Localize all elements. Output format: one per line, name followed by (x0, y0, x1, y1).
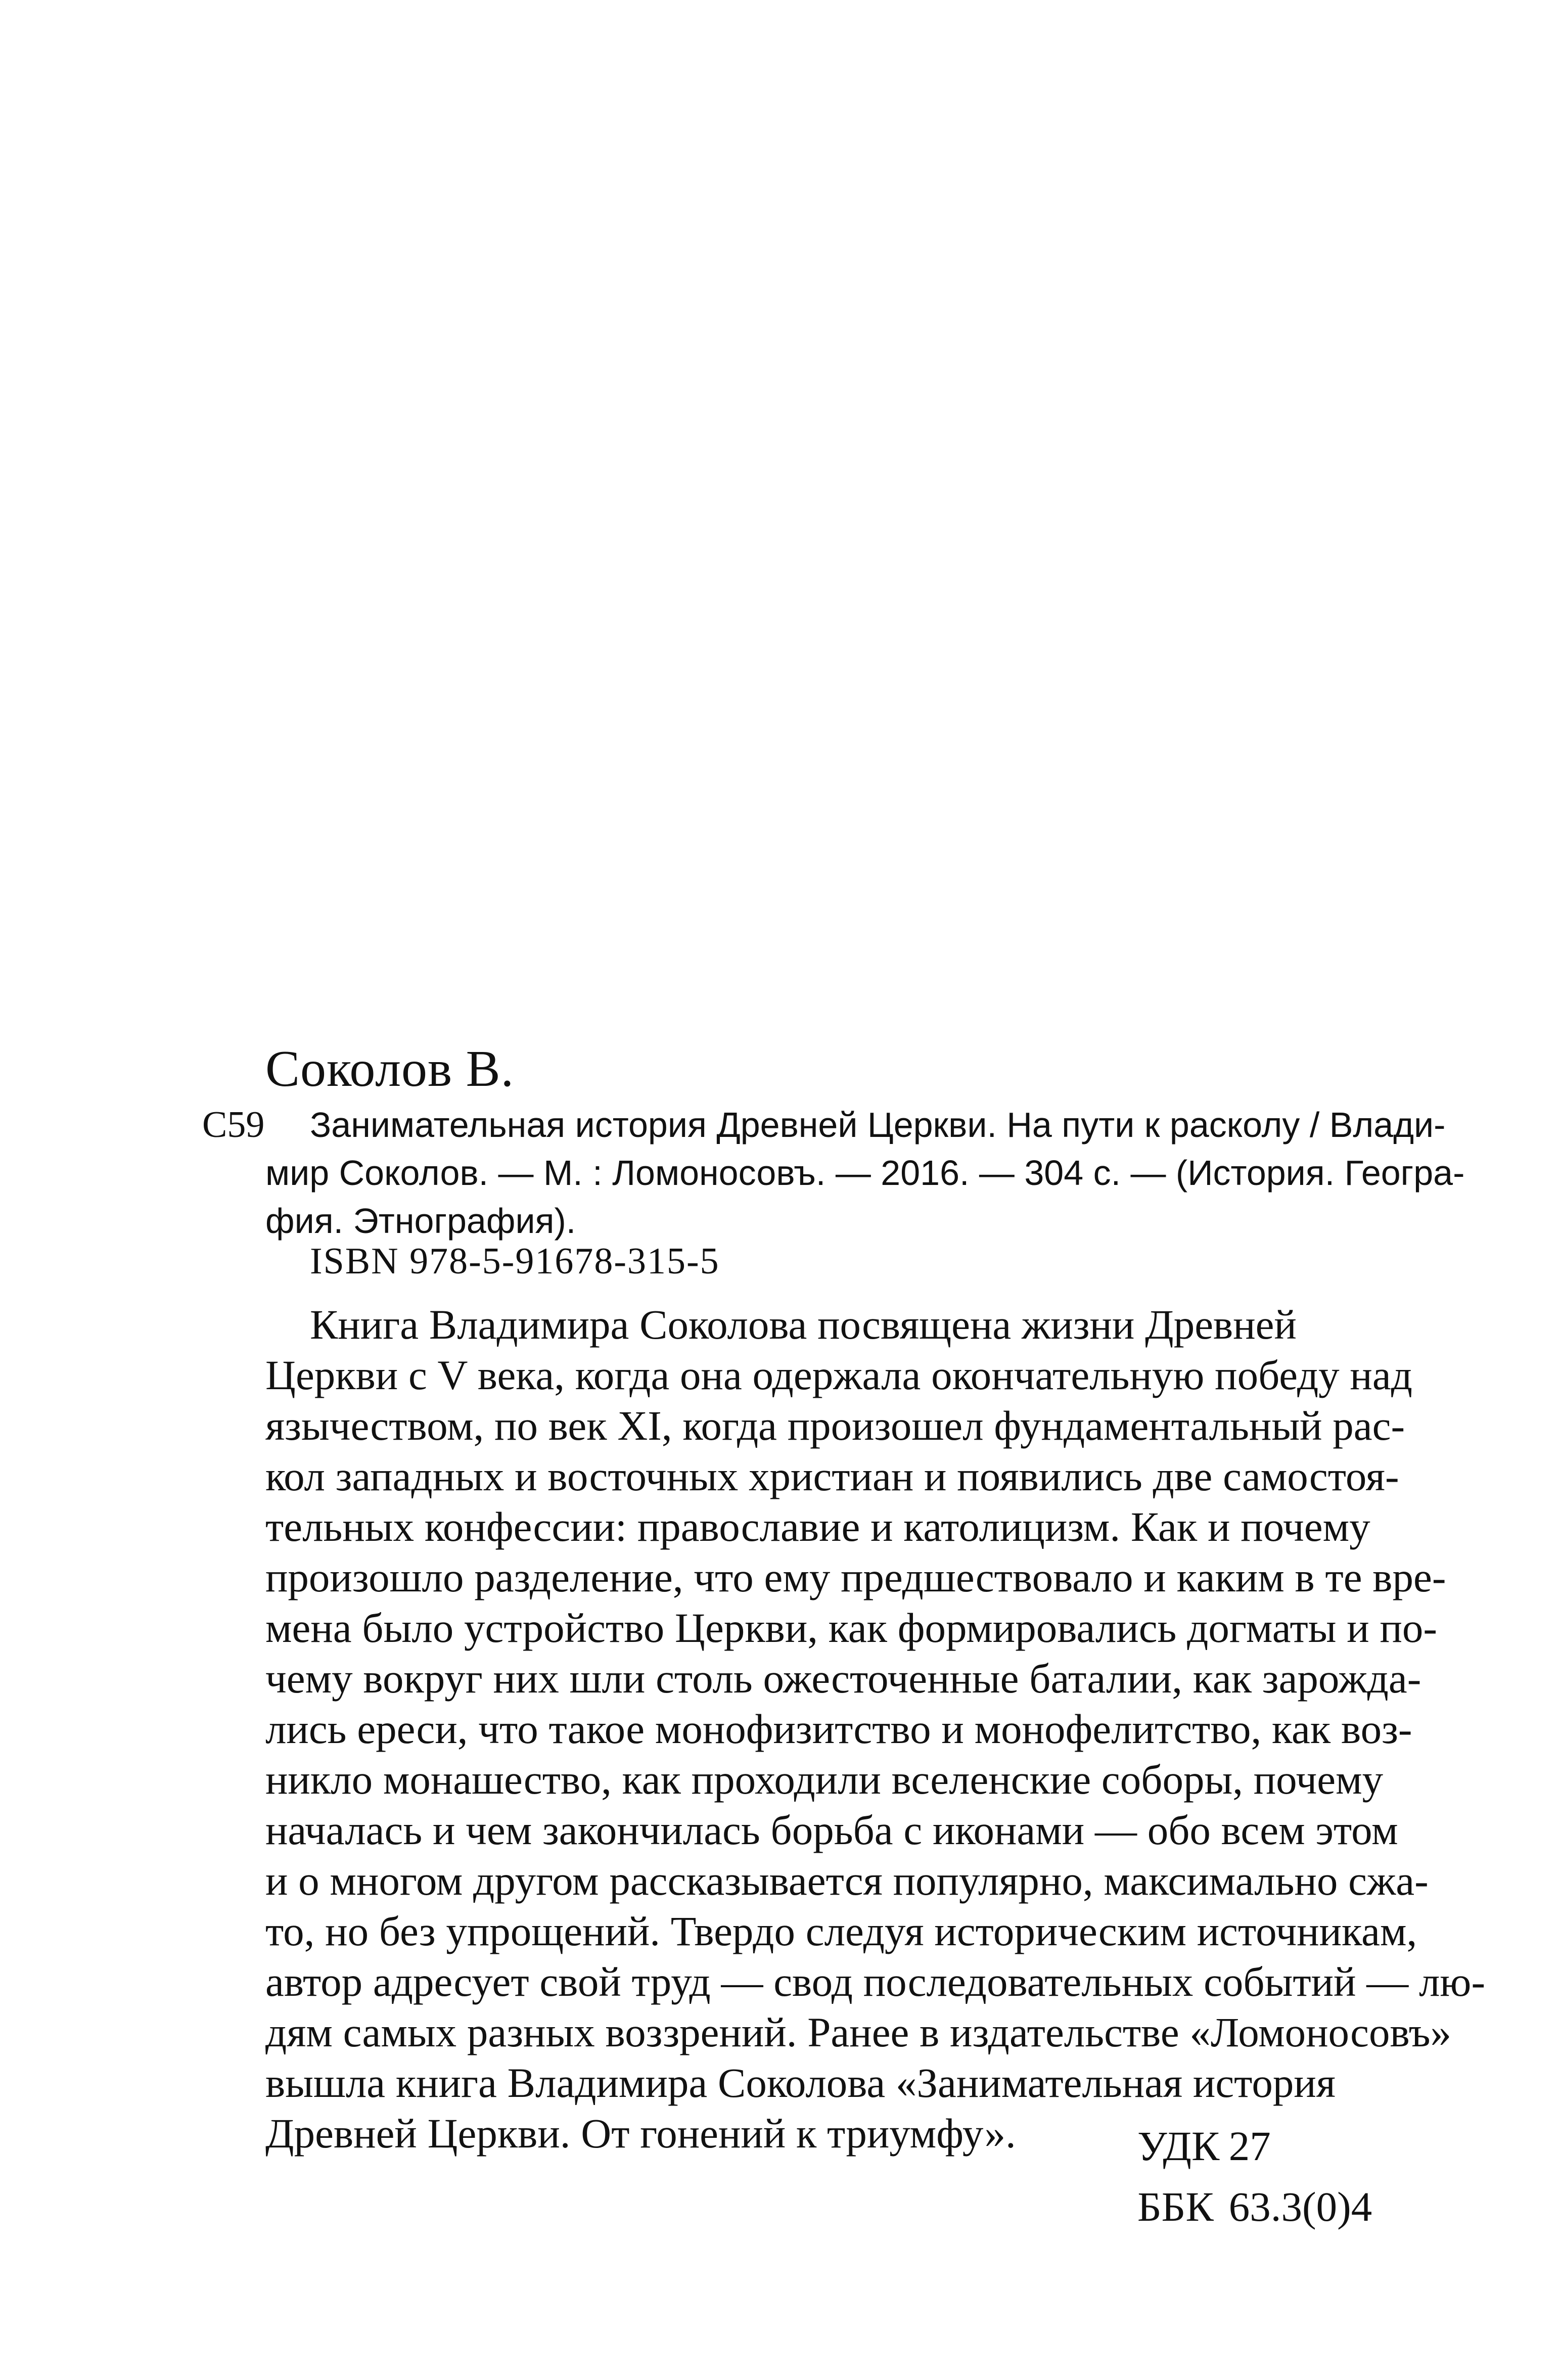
annotation-line: Церкви с V века, когда она одержала окончательную победу над (265, 1352, 1412, 1398)
annotation-line: тельных конфессии: православие и католицизм. Как и почему (265, 1503, 1370, 1550)
annotation-line: чему вокруг них шли столь ожесточенные баталии, как зарожда- (265, 1655, 1421, 1702)
annotation-line: началась и чем закончилась борьба с иконами — обо всем этом (265, 1807, 1398, 1853)
bbk-value: 63.3(0)4 (1228, 2183, 1372, 2230)
annotation-line: мена было устройство Церкви, как формировались догматы и по- (265, 1605, 1438, 1651)
annotation-line: и о многом другом рассказывается популярно, максимально сжа- (265, 1857, 1429, 1904)
bbk-row (1137, 2176, 1372, 2237)
description-line: Занимательная история Древней Церкви. На пути к расколу / Влади- (310, 1105, 1446, 1145)
annotation-paragraph (265, 1299, 1486, 2159)
description-line: мир Соколов. — М. : Ломоносовъ. — 2016. — 304 с. — (История. Геогра- (265, 1153, 1465, 1193)
bibliographic-description (265, 1101, 1465, 1245)
udc-value: 27 (1228, 2123, 1271, 2169)
annotation-line: никло монашество, как проходили вселенские соборы, почему (265, 1756, 1384, 1803)
annotation-line: Книга Владимира Соколова посвящена жизни Древней (310, 1301, 1297, 1348)
annotation-line: дям самых разных воззрений. Ранее в издательстве «Ломоносовъ» (265, 2009, 1452, 2055)
annotation-line: автор адресует свой труд — свод последовательных событий — лю- (265, 1958, 1486, 2005)
annotation-line: лись ереси, что такое монофизитство и монофелитство, как воз- (265, 1706, 1412, 1752)
annotation-line: то, но без упрощений. Твердо следуя историческим источникам, (265, 1908, 1417, 1954)
classification-codes (1137, 2116, 1372, 2237)
isbn: ISBN 978-5-91678-315-5 (310, 1241, 720, 1282)
annotation-line: Древней Церкви. От гонений к триумфу». (265, 2110, 1016, 2157)
author-heading: Соколов В. (265, 1040, 515, 1097)
annotation-line: вышла книга Владимира Соколова «Занимательная история (265, 2059, 1336, 2106)
description-line: фия. Этнография). (265, 1201, 576, 1241)
annotation-line: произошло разделение, что ему предшествовало и каким в те вре- (265, 1554, 1446, 1600)
udc-row (1137, 2116, 1372, 2176)
bbk-label: ББК (1137, 2183, 1214, 2230)
annotation-line: кол западных и восточных христиан и появились две самостоя- (265, 1453, 1399, 1499)
cutter-mark: С59 (202, 1104, 265, 1146)
annotation-line: язычеством, по век XI, когда произошел фундаментальный рас- (265, 1402, 1405, 1449)
udc-label: УДК (1137, 2123, 1220, 2169)
